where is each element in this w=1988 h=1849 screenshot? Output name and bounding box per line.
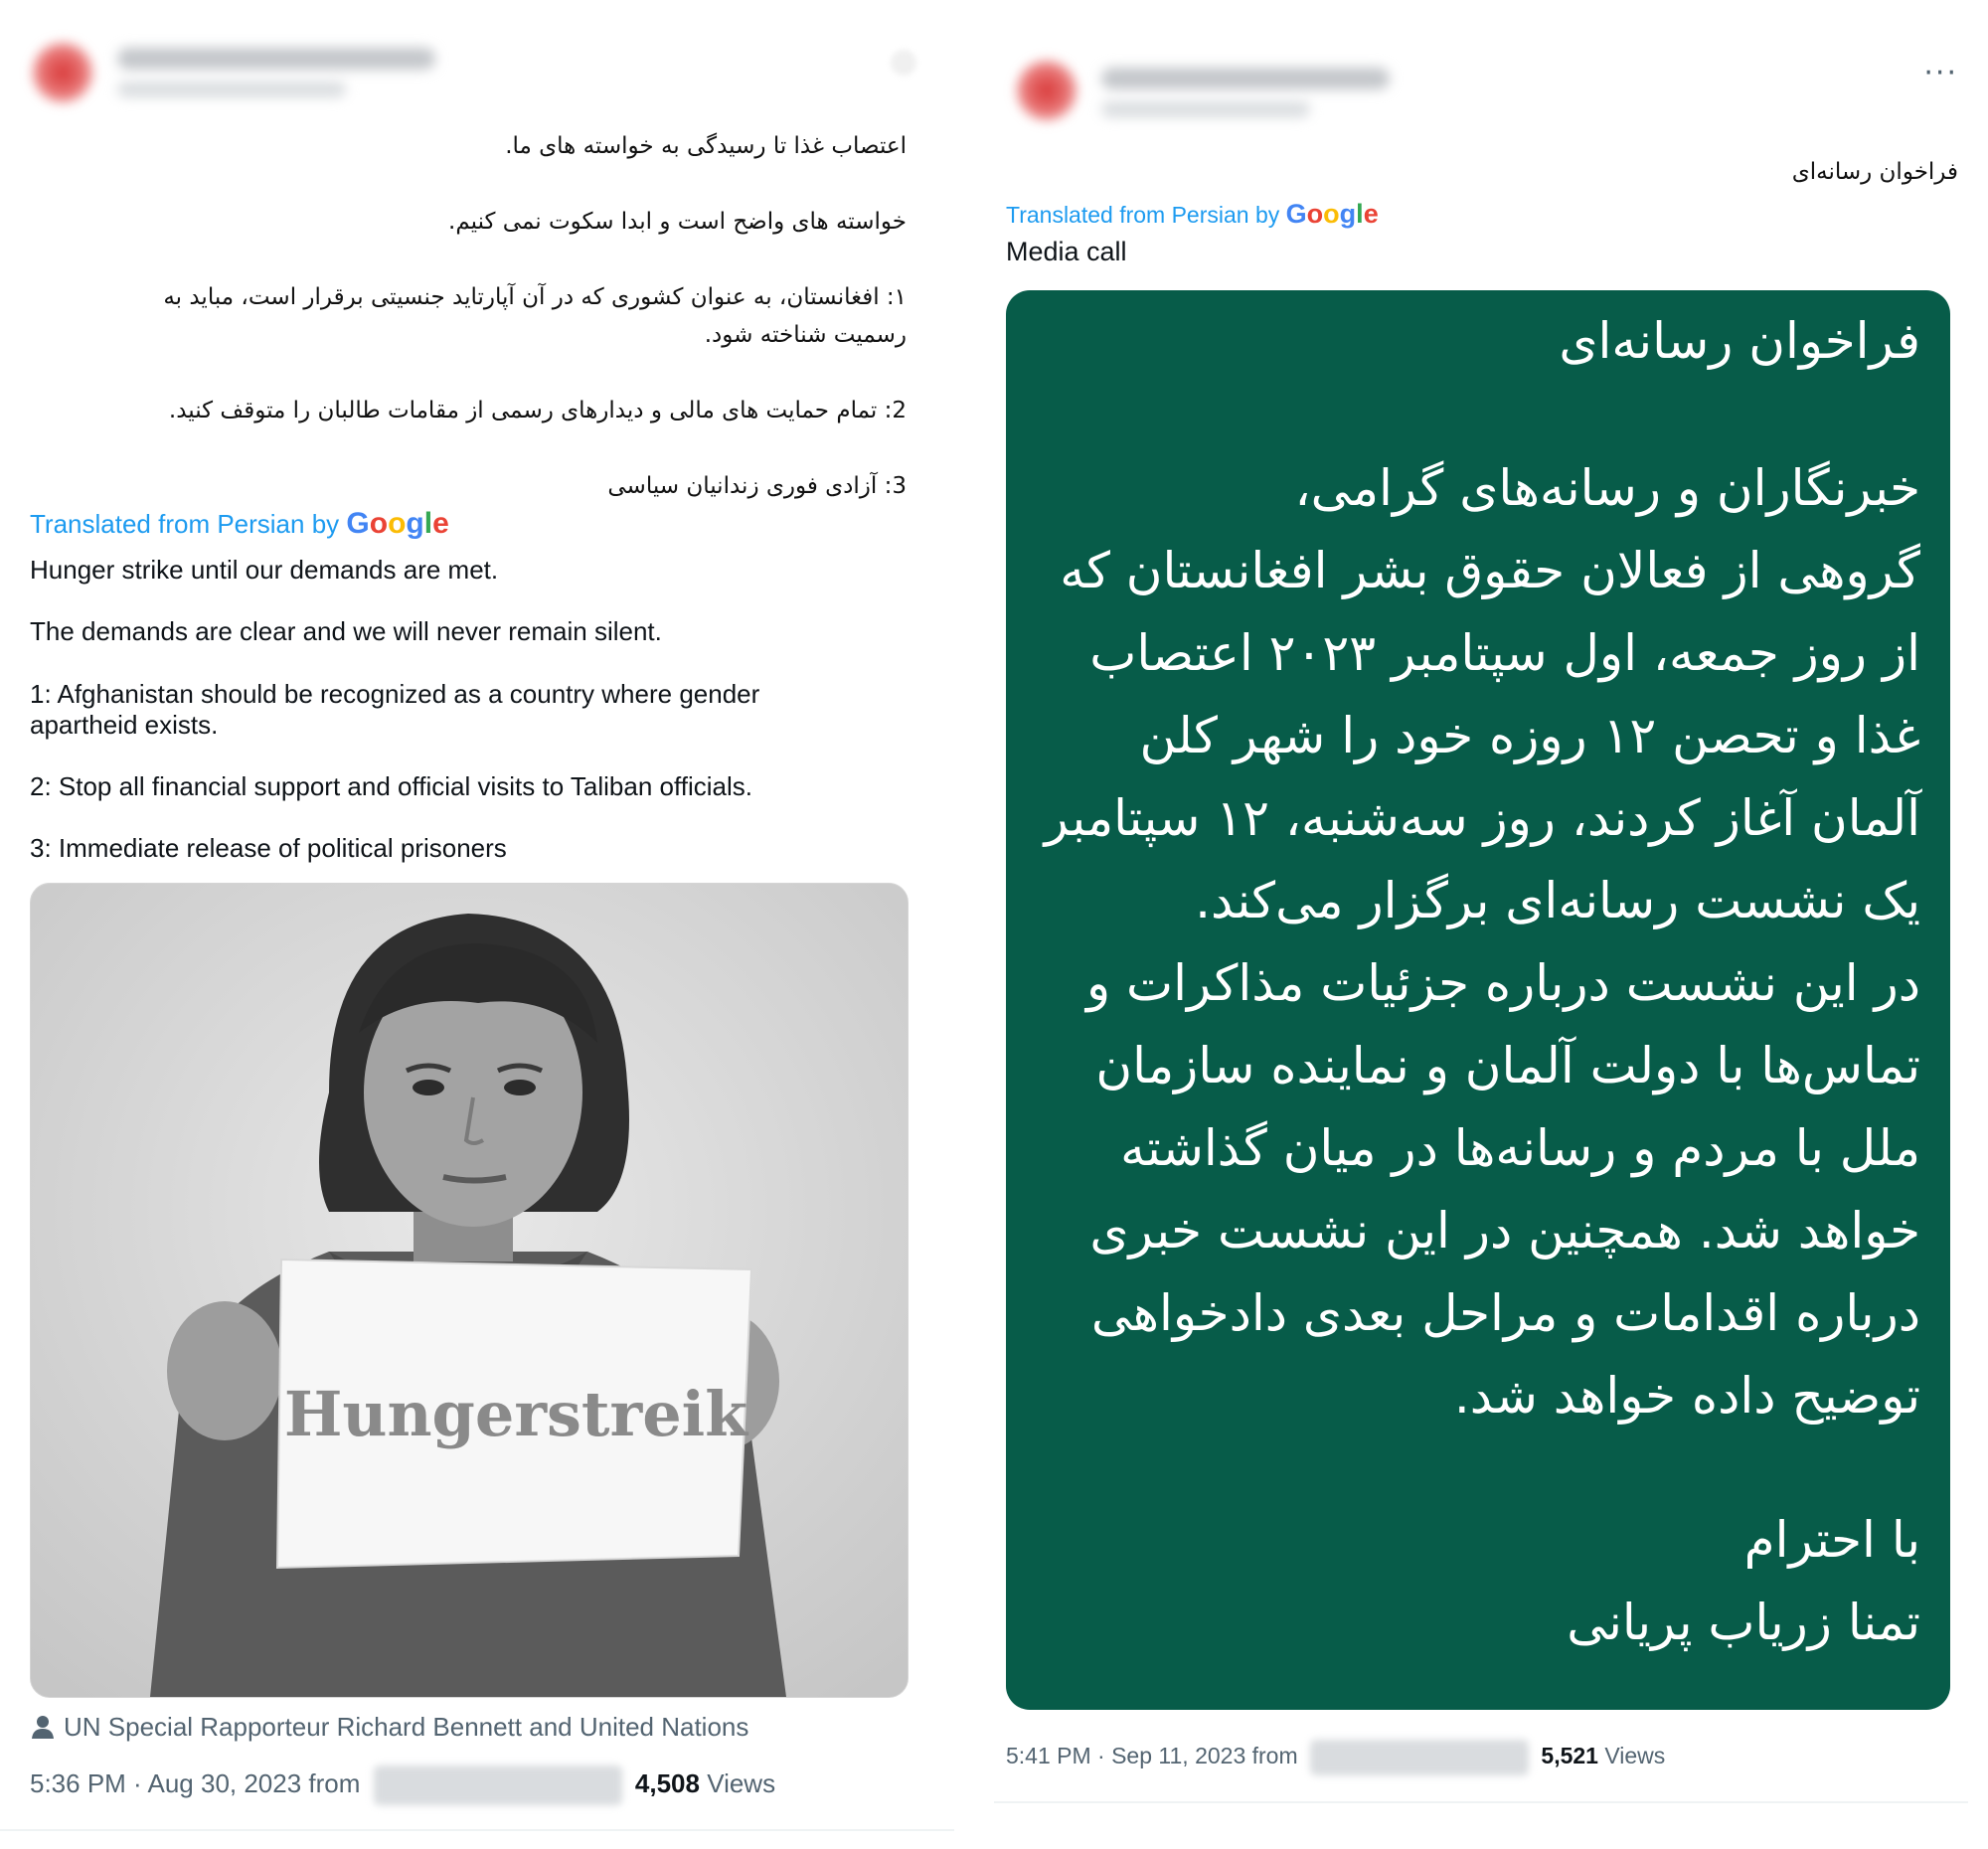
google-letter-g: G: [346, 507, 370, 540]
card-line-1: خبرنگاران و رسانه‌های گرامی،: [1294, 459, 1920, 517]
card-closing-2: تمنا زریاب پریانی: [1567, 1594, 1920, 1651]
google-letter-g: G: [1285, 199, 1307, 229]
source-redacted: [1310, 1740, 1529, 1775]
more-options-icon[interactable]: ···: [1923, 56, 1958, 90]
google-letter-g2: g: [406, 507, 424, 540]
more-options-icon[interactable]: [891, 50, 916, 76]
card-line-6: یک نشست رسانه‌ای برگزار می‌کند.: [1195, 872, 1920, 929]
tweet-meta-line: [1006, 1740, 1665, 1775]
card-line-12: توضیح داده خواهد شد.: [1453, 1367, 1920, 1425]
google-letter-l: l: [423, 507, 433, 540]
persian-line-3: ۱: افغانستان، به عنوان کشوری که در آن آپارتاید جنسیتی برقرار است، مباید به: [163, 284, 907, 310]
google-letter-g2: g: [1339, 199, 1357, 229]
protester-photo-illustration: [31, 884, 908, 1697]
card-line-3: از روز جمعه، اول سپتامبر ۲۰۲۳ اعتصاب: [1089, 624, 1920, 682]
views-count: 5,521: [1541, 1743, 1598, 1769]
google-letter-o2: o: [388, 507, 407, 540]
tagged-text: UN Special Rapporteur Richard Bennett and United Nations: [64, 1712, 749, 1742]
google-letter-e: e: [432, 507, 449, 540]
source-redacted: [374, 1765, 622, 1805]
english-line-2: The demands are clear and we will never remain silent.: [30, 616, 662, 646]
translated-from-persian-link[interactable]: [1006, 199, 1379, 230]
translated-prefix: Translated from Persian by: [1006, 202, 1280, 228]
card-heading: فراخوان رسانه‌ای: [1559, 312, 1920, 370]
left-tweet: [0, 0, 954, 1849]
views-count: 4,508: [634, 1767, 700, 1798]
english-line-4: apartheid exists.: [30, 710, 219, 740]
persian-line-6: 3: آزادی فوری زندانیان سیاسی: [607, 473, 907, 499]
bottom-divider: [994, 1801, 1968, 1803]
author-avatar[interactable]: [1014, 58, 1079, 123]
google-letter-o1: o: [369, 507, 389, 540]
card-line-5: آلمان آغاز کردند، روز سه‌شنبه، ۱۲ سپتامبر: [1044, 789, 1920, 847]
google-letter-l: l: [1356, 199, 1364, 229]
english-line-6: 3: Immediate release of political prisoners: [30, 833, 507, 863]
author-name-redacted[interactable]: [117, 48, 435, 70]
google-logo: [346, 507, 448, 540]
persian-title: فراخوان رسانه‌ای: [1791, 159, 1958, 185]
tagged-people-line[interactable]: [30, 1712, 748, 1743]
timestamp[interactable]: 5:41 PM · Sep 11, 2023 from: [1006, 1743, 1298, 1769]
persian-line-2: خواسته های واضح است و ابدا سکوت نمی کنیم.: [448, 209, 907, 235]
media-call-image[interactable]: [1006, 290, 1950, 1710]
google-logo: [1286, 199, 1379, 229]
english-line-5: 2: Stop all financial support and official visits to Taliban officials.: [30, 771, 752, 801]
right-tweet: [974, 0, 1988, 1849]
author-handle-redacted: [1101, 101, 1310, 117]
translated-from-persian-link[interactable]: [30, 507, 449, 541]
card-line-8: تماس‌ها با دولت آلمان و نماینده سازمان: [1095, 1037, 1920, 1094]
persian-line-5: 2: تمام حمایت های مالی و دیدارهای رسمی از مقامات طالبان را متوقف کنید.: [168, 398, 907, 423]
english-line-3: 1: Afghanistan should be recognized as a country where gender: [30, 679, 760, 709]
card-line-9: ملل با مردم و رسانه‌ها در میان گذاشته: [1120, 1119, 1920, 1177]
card-line-7: در این نشست درباره جزئیات مذاکرات و: [1086, 954, 1920, 1012]
persian-line-1: اعتصاب غذا تا رسیدگی به خواسته های ما.: [505, 133, 907, 159]
persian-line-4: رسمیت شناخته شود.: [704, 322, 907, 348]
card-line-4: غذا و تحصن ۱۲ روزه خود را شهر کلن: [1139, 707, 1920, 764]
tweet-photo[interactable]: [30, 883, 909, 1698]
card-line-2: گروهی از فعالان حقوق بشر افغانستان که: [1060, 542, 1920, 599]
views-label: Views: [1604, 1743, 1666, 1769]
bottom-divider: [0, 1829, 954, 1831]
author-name-redacted[interactable]: [1101, 68, 1390, 89]
google-letter-o2: o: [1323, 199, 1340, 229]
person-icon: [30, 1714, 56, 1740]
views-label: Views: [707, 1767, 776, 1798]
author-handle-redacted: [117, 82, 346, 97]
english-title: Media call: [1006, 237, 1127, 266]
google-letter-e: e: [1363, 199, 1379, 229]
timestamp[interactable]: 5:36 PM · Aug 30, 2023 from: [30, 1767, 361, 1798]
card-line-10: خواهد شد. همچنین در این نشست خبری: [1089, 1202, 1920, 1260]
author-avatar[interactable]: [30, 40, 95, 105]
google-letter-o1: o: [1306, 199, 1324, 229]
english-line-1: Hunger strike until our demands are met.: [30, 555, 499, 585]
tweet-meta-line: [30, 1765, 775, 1805]
sign-text: Hungerstreik: [283, 1378, 748, 1450]
card-closing-1: با احترام: [1743, 1511, 1920, 1569]
card-line-11: درباره اقدامات و مراحل بعدی دادخواهی: [1090, 1284, 1920, 1342]
translated-prefix: Translated from Persian by: [30, 509, 340, 539]
